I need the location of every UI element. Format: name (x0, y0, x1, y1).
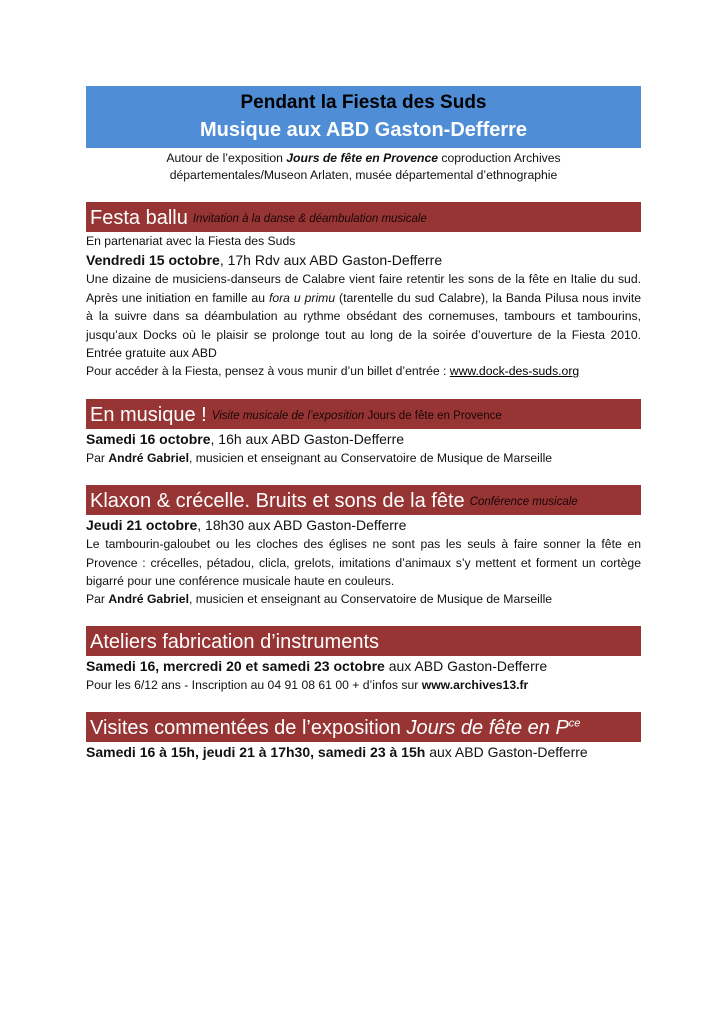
section-subtitle-rest: Jours de fête en Provence (364, 409, 502, 422)
section-header (86, 485, 641, 515)
presenter-post: , musicien et enseignant au Conservatoire de Musique de Marseille (188, 450, 553, 465)
event-date (86, 429, 641, 449)
section-header (86, 712, 641, 742)
event-date (86, 515, 641, 535)
description-part-a: Une dizaine de musiciens-danseurs de Calabre vient faire retentir les sons de la fête en Italie du sud. Après une initiation en famille au (86, 272, 641, 305)
section-title: Festa ballu (90, 207, 188, 229)
description-emphasis: fora u primu (268, 290, 336, 305)
intro-text (86, 150, 641, 184)
event-date (86, 656, 641, 676)
presenter-name: André Gabriel (108, 450, 189, 465)
intro-exhibition-title: Jours de fête en Provence (286, 151, 439, 165)
partner-text: En partenariat avec la Fiesta des Suds (86, 234, 296, 248)
section-subtitle (212, 403, 502, 429)
section-subtitle-text: Conférence musicale (469, 496, 578, 509)
event-date-rest: aux ABD Gaston-Defferre (425, 744, 588, 761)
event-date-bold: Samedi 16 à 15h, jeudi 21 à 17h30, samedi 23 à 15h (86, 744, 426, 761)
event-date-rest: , 16h aux ABD Gaston-Defferre (210, 430, 405, 447)
event-description: Le tambourin-galoubet ou les cloches des églises ne sont pas les seuls à faire sonner la fête en Provence : crécelles, pétadou, clicla, grelots, imitations d’animaux s’y mettent et forment un cortège bigarré pour une conférence musicale haute en couleurs. (86, 537, 641, 589)
event-date-bold: Vendredi 15 octobre (86, 252, 220, 269)
dock-des-suds-link[interactable]: www.dock-des-suds.org (449, 364, 580, 379)
header-band (86, 86, 641, 148)
registration-info (86, 676, 641, 694)
section-visites-commentees (86, 712, 641, 762)
event-date (86, 742, 641, 762)
section-header (86, 626, 641, 656)
description-part-b: (tarentelle du sud Calabre), la Banda Pilusa nous invite à la suivre dans sa déambulation au rythme obsédant des cornemuses, tambours et tambourins, jusqu’aux Docks où le plaisir se prolonge tout au long de la soirée d’ouverture de la Fiesta 2010. Entrée gratuite aux ABD (86, 290, 641, 361)
presenter-name: André Gabriel (108, 592, 189, 607)
registration-text: Pour les 6/12 ans - Inscription au 04 91 08 61 00 + d’infos sur (86, 677, 422, 692)
section-klaxon-crecelle (86, 485, 641, 609)
section-header (86, 202, 641, 232)
presenter-line (86, 449, 641, 467)
presenter-line (86, 590, 641, 608)
presenter-pre: Par (86, 592, 109, 607)
access-info (86, 362, 641, 380)
section-subtitle (470, 489, 578, 515)
section-ateliers (86, 626, 641, 694)
event-date-bold: Jeudi 21 octobre (86, 517, 198, 534)
section-title: En musique ! (90, 403, 207, 426)
event-date-bold: Samedi 16, mercredi 20 et samedi 23 octobre (86, 657, 385, 674)
flyer-page (86, 86, 641, 762)
event-date-rest: , 17h Rdv aux ABD Gaston-Defferre (219, 252, 443, 269)
intro-post: coproduction Archives (438, 151, 561, 165)
header-subtitle: Musique aux ABD Gaston-Defferre (199, 119, 528, 141)
event-date-rest: , 18h30 aux ABD Gaston-Defferre (197, 517, 407, 534)
access-text: Pour accéder à la Fiesta, pensez à vous munir d’un billet d’entrée : (86, 364, 450, 379)
section-festa-ballu (86, 202, 641, 381)
section-title-main: Visites commentées de l’exposition (90, 717, 407, 740)
section-title: Ateliers fabrication d’instruments (90, 630, 380, 653)
archives13-link[interactable]: www.archives13.fr (421, 677, 529, 692)
header-title: Pendant la Fiesta des Suds (240, 92, 487, 113)
intro-line2: départementales/Museon Arlaten, musée départemental d’ethnographie (169, 168, 558, 182)
event-date-bold: Samedi 16 octobre (86, 430, 211, 447)
presenter-post: , musicien et enseignant au Conservatoire de Musique de Marseille (188, 592, 553, 607)
section-en-musique (86, 399, 641, 467)
presenter-pre: Par (86, 450, 109, 465)
section-subtitle-italic: Visite musicale de l’exposition (211, 409, 365, 422)
intro-pre: Autour de l’exposition (166, 151, 287, 165)
section-title (90, 714, 580, 742)
event-description (86, 270, 641, 362)
section-subtitle (193, 206, 427, 232)
section-header (86, 399, 641, 429)
event-date-rest: aux ABD Gaston-Defferre (384, 657, 548, 674)
section-title-superscript: ce (568, 717, 581, 730)
section-title: Klaxon & crécelle. Bruits et sons de la fête (90, 490, 465, 513)
event-date (86, 250, 641, 270)
section-subtitle-text: Invitation à la danse & déambulation musicale (192, 213, 427, 225)
section-title-italic: Jours de fête en P (406, 717, 569, 740)
